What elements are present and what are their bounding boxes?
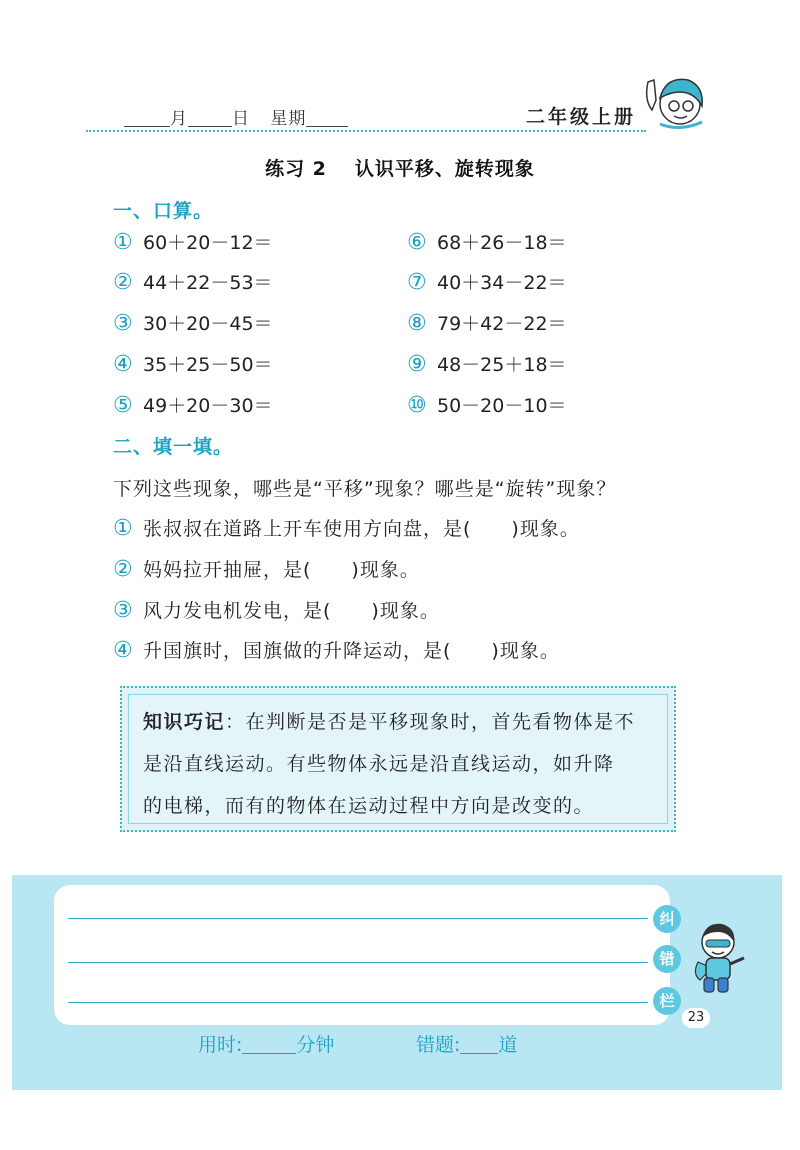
problem-1 bbox=[113, 228, 273, 255]
problem-expr: 50－20－10＝ bbox=[437, 395, 567, 417]
problem-expr: 60＋20－12＝ bbox=[143, 232, 273, 254]
problem-number: ② bbox=[113, 270, 133, 295]
problem-expr: 68＋26－18＝ bbox=[437, 232, 567, 254]
item-number: ④ bbox=[113, 638, 134, 663]
weekday-blank[interactable] bbox=[306, 109, 348, 127]
tip-line-1 bbox=[143, 701, 657, 743]
header-divider bbox=[86, 130, 646, 132]
tip-label: 知识巧记 bbox=[143, 711, 226, 733]
page-number: 23 bbox=[682, 1008, 710, 1028]
fill-item-3 bbox=[113, 596, 440, 623]
item-text: 升国旗时，国旗做的升降运动，是( )现象。 bbox=[143, 640, 560, 662]
page-title bbox=[0, 154, 800, 181]
item-text: 风力发电机发电，是( )现象。 bbox=[143, 600, 440, 622]
writing-line-1[interactable] bbox=[68, 918, 648, 919]
problem-5 bbox=[113, 391, 273, 418]
correction-notepad[interactable] bbox=[54, 885, 670, 1025]
errors-unit: 道 bbox=[498, 1034, 518, 1056]
day-blank[interactable] bbox=[188, 109, 232, 127]
problem-6 bbox=[407, 228, 567, 255]
problem-expr: 79＋42－22＝ bbox=[437, 313, 567, 335]
grade-label: 二年级上册 bbox=[526, 106, 637, 128]
time-blank[interactable] bbox=[242, 1036, 296, 1054]
problem-number: ⑩ bbox=[407, 393, 427, 418]
problem-9 bbox=[407, 350, 567, 377]
section1-heading: 一、口算。 bbox=[113, 200, 214, 222]
problem-number: ④ bbox=[113, 352, 133, 377]
tip-line-3: 的电梯，而有的物体在运动过程中方向是改变的。 bbox=[143, 795, 595, 817]
tip-content bbox=[128, 694, 668, 824]
item-number: ① bbox=[113, 516, 134, 541]
tip-line-2: 是沿直线运动。有些物体永远是沿直线运动，如升降 bbox=[143, 753, 615, 775]
problem-8 bbox=[407, 309, 567, 336]
problem-number: ③ bbox=[113, 311, 133, 336]
error-count bbox=[416, 1030, 517, 1057]
fill-item-2 bbox=[113, 555, 420, 582]
problem-expr: 44＋22－53＝ bbox=[143, 272, 273, 294]
errors-label: 错题: bbox=[416, 1034, 461, 1056]
month-label: 月 bbox=[170, 109, 188, 129]
correction-badge-1: 纠 bbox=[653, 905, 681, 933]
problem-expr: 48－25＋18＝ bbox=[437, 354, 567, 376]
fill-item-4 bbox=[113, 636, 560, 663]
day-label: 日 bbox=[232, 109, 250, 129]
problem-number: ⑨ bbox=[407, 352, 427, 377]
section2-heading: 二、填一填。 bbox=[113, 436, 234, 458]
date-line bbox=[124, 104, 348, 129]
exercise-title: 认识平移、旋转现象 bbox=[354, 158, 535, 180]
problem-expr: 35＋25－50＝ bbox=[143, 354, 273, 376]
problem-expr: 30＋20－45＝ bbox=[143, 313, 273, 335]
mascot-bottom-icon bbox=[688, 918, 750, 1000]
fill-item-1 bbox=[113, 514, 580, 541]
problem-number: ⑦ bbox=[407, 270, 427, 295]
item-number: ③ bbox=[113, 598, 134, 623]
item-number: ② bbox=[113, 557, 134, 582]
item-text: 张叔叔在道路上开车使用方向盘，是( )现象。 bbox=[143, 518, 580, 540]
errors-blank[interactable] bbox=[460, 1036, 498, 1054]
time-label: 用时: bbox=[198, 1034, 243, 1056]
correction-badge-2: 错 bbox=[653, 945, 681, 973]
weekday-label: 星期 bbox=[270, 109, 307, 129]
problem-4 bbox=[113, 350, 273, 377]
tip-text-1: ：在判断是否是平移现象时，首先看物体是不 bbox=[225, 711, 636, 733]
problem-expr: 40＋34－22＝ bbox=[437, 272, 567, 294]
item-text: 妈妈拉开抽屉，是( )现象。 bbox=[143, 559, 420, 581]
writing-line-2[interactable] bbox=[68, 962, 648, 963]
problem-7 bbox=[407, 268, 567, 295]
problem-expr: 49＋20－30＝ bbox=[143, 395, 273, 417]
exercise-number: 练习 2 bbox=[265, 158, 327, 180]
correction-badge-3: 栏 bbox=[653, 987, 681, 1015]
mascot-top-icon bbox=[630, 70, 710, 136]
section2-intro: 下列这些现象，哪些是“平移”现象？哪些是“旋转”现象？ bbox=[113, 478, 617, 500]
problem-10 bbox=[407, 391, 567, 418]
problem-number: ① bbox=[113, 230, 133, 255]
tip-box bbox=[120, 686, 676, 832]
writing-line-3[interactable] bbox=[68, 1002, 648, 1003]
month-blank[interactable] bbox=[124, 109, 170, 127]
time-unit: 分钟 bbox=[296, 1034, 335, 1056]
problem-number: ⑧ bbox=[407, 311, 427, 336]
problem-2 bbox=[113, 268, 273, 295]
time-used bbox=[198, 1030, 334, 1057]
problem-number: ⑥ bbox=[407, 230, 427, 255]
problem-number: ⑤ bbox=[113, 393, 133, 418]
problem-3 bbox=[113, 309, 273, 336]
